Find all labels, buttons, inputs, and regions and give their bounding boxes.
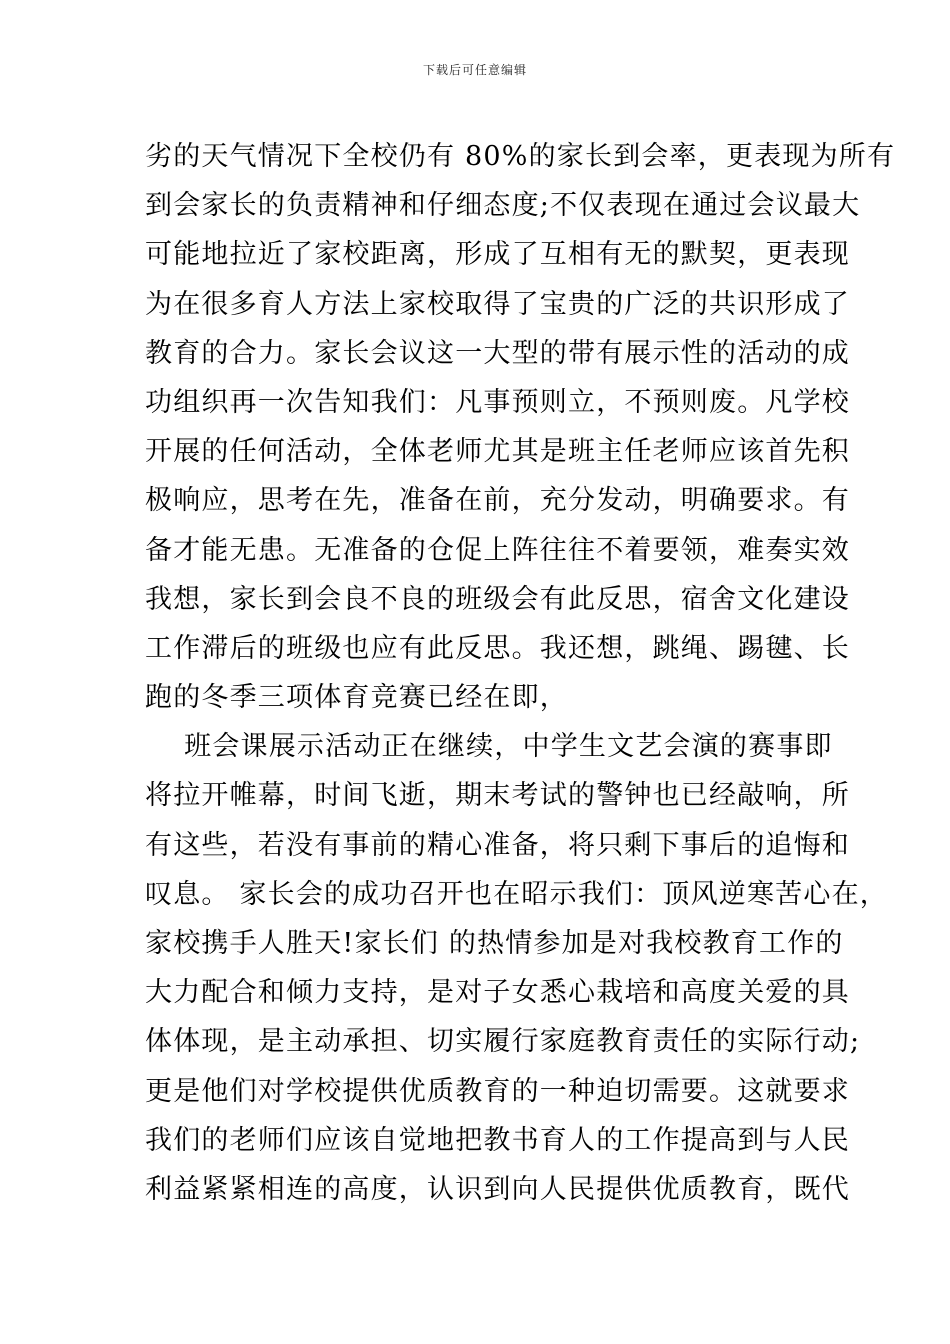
text-line: 体体现，是主动承担、切实履行家庭教育责任的实际行动; (145, 1026, 861, 1058)
text-line: 可能地拉近了家校距离，形成了互相有无的默契，更表现 (145, 239, 850, 271)
text-line: 极响应，思考在先，准备在前，充分发动，明确要求。有 (145, 485, 850, 517)
text-line: 我想，家长到会良不良的班级会有此反思，宿舍文化建设 (145, 583, 850, 615)
text-line: 备才能无患。无准备的仓促上阵往往不着要领，难奏实效 (145, 534, 850, 566)
text-line: 大力配合和倾力支持，是对子女悉心栽培和高度关爱的具 (145, 977, 850, 1009)
text-line: 叹息。 家长会的成功召开也在昭示我们：顶风逆寒苦心在， (145, 878, 888, 910)
text-line: 功组织再一次告知我们：凡事预则立，不预则废。凡学校 (145, 386, 850, 418)
text-line: 将拉开帷幕，时间飞逝，期末考试的警钟也已经敲响，所 (145, 780, 850, 812)
text-line: 我们的老师们应该自觉地把教书育人的工作提高到与人民 (145, 1124, 850, 1156)
text-line: 班会课展示活动正在继续，中学生文艺会演的赛事即 (145, 731, 833, 763)
text-line: 更是他们对学校提供优质教育的一种迫切需要。这就要求 (145, 1075, 850, 1107)
text-line: 跑的冬季三项体育竞赛已经在即， (145, 682, 568, 714)
text-line: 家校携手人胜天!家长们 的热情参加是对我校教育工作的 (145, 928, 844, 959)
text-line: 为在很多育人方法上家校取得了宝贵的广泛的共识形成了 (145, 288, 850, 320)
text-line: 开展的任何活动，全体老师尤其是班主任老师应该首先积 (145, 436, 850, 468)
text-line: 到会家长的负责精神和仔细态度;不仅表现在通过会议最大 (145, 190, 861, 222)
body-text (145, 132, 896, 1214)
text-line: 工作滞后的班级也应有此反思。我还想，跳绳、踢毽、长 (145, 632, 850, 664)
page-header-note: 下载后可任意编辑 (422, 63, 527, 77)
text-line: 有这些，若没有事前的精心准备，将只剩下事后的追悔和 (145, 829, 850, 861)
text-line: 教育的合力。家长会议这一大型的带有展示性的活动的成 (145, 337, 850, 369)
text-line: 利益紧紧相连的高度，认识到向人民提供优质教育，既代 (145, 1173, 850, 1205)
text-line: 劣的天气情况下全校仍有 80%的家长到会率，更表现为所有 (145, 141, 896, 172)
